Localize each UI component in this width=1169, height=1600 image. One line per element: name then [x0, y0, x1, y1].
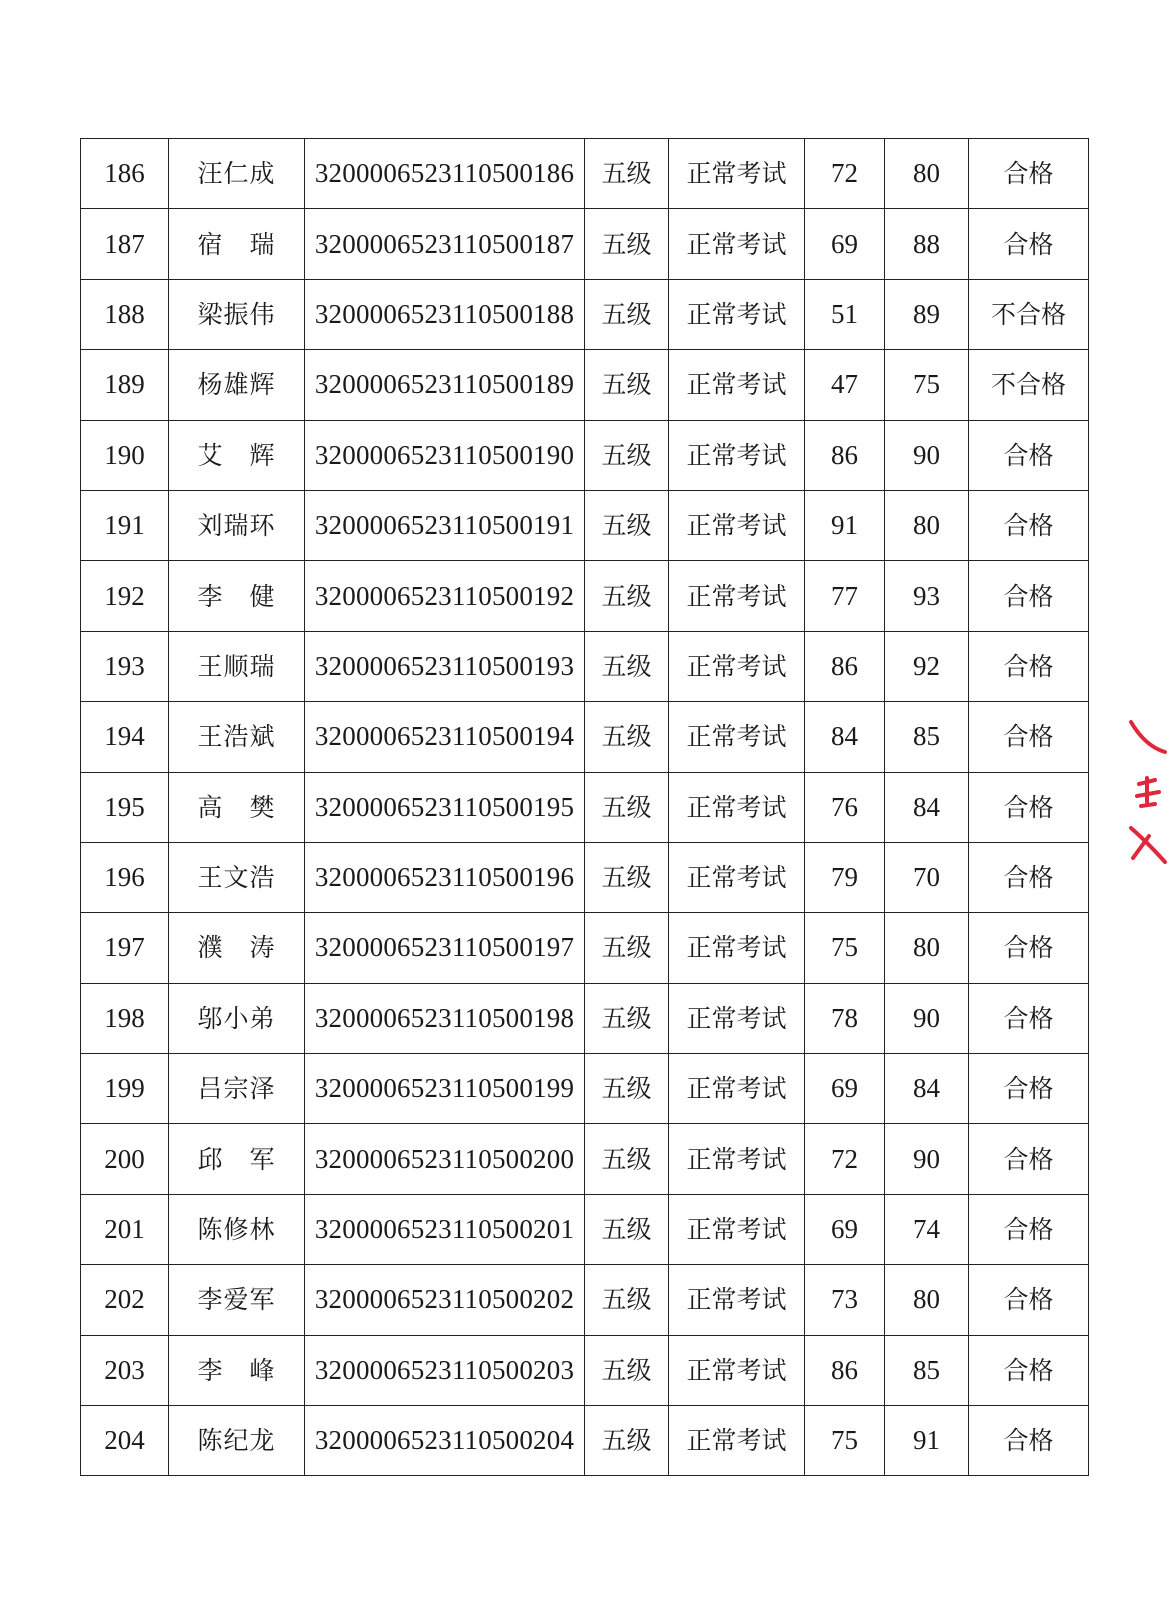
table-row — [81, 1265, 1089, 1335]
name-cell: 艾 辉 — [169, 420, 305, 490]
table-row — [81, 913, 1089, 983]
exam-type-cell: 正常考试 — [669, 1265, 805, 1335]
row-number-cell: 203 — [81, 1335, 169, 1405]
name-cell: 王顺瑞 — [169, 631, 305, 701]
table-row — [81, 1124, 1089, 1194]
exam-type-cell: 正常考试 — [669, 490, 805, 560]
row-number-cell: 189 — [81, 350, 169, 420]
exam-type-cell: 正常考试 — [669, 842, 805, 912]
level-cell: 五级 — [585, 490, 669, 560]
row-number-cell: 204 — [81, 1406, 169, 1476]
theory-score-cell: 78 — [805, 983, 885, 1053]
practical-score-cell: 91 — [885, 1406, 969, 1476]
level-cell: 五级 — [585, 209, 669, 279]
row-number-cell: 188 — [81, 279, 169, 349]
practical-score-cell: 70 — [885, 842, 969, 912]
certificate-id-cell: 3200006523110500188 — [305, 279, 585, 349]
level-cell: 五级 — [585, 1265, 669, 1335]
theory-score-cell: 75 — [805, 1406, 885, 1476]
certificate-id-cell: 3200006523110500192 — [305, 561, 585, 631]
certificate-id-cell: 3200006523110500191 — [305, 490, 585, 560]
result-cell: 合格 — [969, 561, 1089, 631]
level-cell: 五级 — [585, 420, 669, 490]
certificate-id-cell: 3200006523110500190 — [305, 420, 585, 490]
result-cell: 不合格 — [969, 279, 1089, 349]
practical-score-cell: 74 — [885, 1194, 969, 1264]
level-cell: 五级 — [585, 1124, 669, 1194]
practical-score-cell: 88 — [885, 209, 969, 279]
certificate-id-cell: 3200006523110500194 — [305, 702, 585, 772]
exam-type-cell: 正常考试 — [669, 772, 805, 842]
certificate-id-cell: 3200006523110500198 — [305, 983, 585, 1053]
theory-score-cell: 75 — [805, 913, 885, 983]
result-cell: 合格 — [969, 631, 1089, 701]
table-row — [81, 350, 1089, 420]
row-number-cell: 193 — [81, 631, 169, 701]
practical-score-cell: 90 — [885, 1124, 969, 1194]
theory-score-cell: 51 — [805, 279, 885, 349]
result-cell: 合格 — [969, 490, 1089, 560]
exam-type-cell: 正常考试 — [669, 1194, 805, 1264]
row-number-cell: 187 — [81, 209, 169, 279]
certificate-id-cell: 3200006523110500197 — [305, 913, 585, 983]
name-cell: 李 峰 — [169, 1335, 305, 1405]
practical-score-cell: 84 — [885, 1054, 969, 1124]
result-cell: 合格 — [969, 139, 1089, 209]
level-cell: 五级 — [585, 913, 669, 983]
table-row — [81, 702, 1089, 772]
exam-type-cell: 正常考试 — [669, 913, 805, 983]
exam-type-cell: 正常考试 — [669, 1406, 805, 1476]
practical-score-cell: 90 — [885, 983, 969, 1053]
table-row — [81, 1194, 1089, 1264]
exam-type-cell: 正常考试 — [669, 139, 805, 209]
table-row — [81, 1054, 1089, 1124]
level-cell: 五级 — [585, 1335, 669, 1405]
theory-score-cell: 72 — [805, 1124, 885, 1194]
results-table-body — [81, 139, 1089, 1476]
exam-type-cell: 正常考试 — [669, 983, 805, 1053]
certificate-id-cell: 3200006523110500186 — [305, 139, 585, 209]
theory-score-cell: 69 — [805, 1194, 885, 1264]
exam-type-cell: 正常考试 — [669, 1054, 805, 1124]
exam-type-cell: 正常考试 — [669, 702, 805, 772]
certificate-id-cell: 3200006523110500196 — [305, 842, 585, 912]
level-cell: 五级 — [585, 561, 669, 631]
table-row — [81, 561, 1089, 631]
practical-score-cell: 80 — [885, 139, 969, 209]
name-cell: 陈纪龙 — [169, 1406, 305, 1476]
name-cell: 高 樊 — [169, 772, 305, 842]
table-row — [81, 1406, 1089, 1476]
practical-score-cell: 80 — [885, 1265, 969, 1335]
result-cell: 合格 — [969, 1265, 1089, 1335]
row-number-cell: 196 — [81, 842, 169, 912]
exam-type-cell: 正常考试 — [669, 209, 805, 279]
theory-score-cell: 86 — [805, 420, 885, 490]
level-cell: 五级 — [585, 983, 669, 1053]
name-cell: 杨雄辉 — [169, 350, 305, 420]
theory-score-cell: 69 — [805, 1054, 885, 1124]
theory-score-cell: 76 — [805, 772, 885, 842]
certificate-id-cell: 3200006523110500203 — [305, 1335, 585, 1405]
level-cell: 五级 — [585, 279, 669, 349]
practical-score-cell: 80 — [885, 490, 969, 560]
name-cell: 宿 瑞 — [169, 209, 305, 279]
name-cell: 邱 军 — [169, 1124, 305, 1194]
row-number-cell: 199 — [81, 1054, 169, 1124]
theory-score-cell: 72 — [805, 139, 885, 209]
theory-score-cell: 86 — [805, 1335, 885, 1405]
practical-score-cell: 92 — [885, 631, 969, 701]
row-number-cell: 197 — [81, 913, 169, 983]
exam-type-cell: 正常考试 — [669, 1335, 805, 1405]
theory-score-cell: 79 — [805, 842, 885, 912]
row-number-cell: 194 — [81, 702, 169, 772]
table-row — [81, 490, 1089, 560]
certificate-id-cell: 3200006523110500202 — [305, 1265, 585, 1335]
result-cell: 合格 — [969, 1335, 1089, 1405]
result-cell: 合格 — [969, 702, 1089, 772]
level-cell: 五级 — [585, 350, 669, 420]
row-number-cell: 200 — [81, 1124, 169, 1194]
table-row — [81, 631, 1089, 701]
table-row — [81, 139, 1089, 209]
theory-score-cell: 91 — [805, 490, 885, 560]
row-number-cell: 198 — [81, 983, 169, 1053]
result-cell: 合格 — [969, 1194, 1089, 1264]
practical-score-cell: 84 — [885, 772, 969, 842]
name-cell: 刘瑞环 — [169, 490, 305, 560]
practical-score-cell: 75 — [885, 350, 969, 420]
row-number-cell: 191 — [81, 490, 169, 560]
name-cell: 濮 涛 — [169, 913, 305, 983]
result-cell: 合格 — [969, 842, 1089, 912]
exam-type-cell: 正常考试 — [669, 1124, 805, 1194]
row-number-cell: 186 — [81, 139, 169, 209]
certificate-id-cell: 3200006523110500199 — [305, 1054, 585, 1124]
certificate-id-cell: 3200006523110500193 — [305, 631, 585, 701]
theory-score-cell: 73 — [805, 1265, 885, 1335]
result-cell: 合格 — [969, 772, 1089, 842]
level-cell: 五级 — [585, 772, 669, 842]
result-cell: 合格 — [969, 209, 1089, 279]
name-cell: 李爱军 — [169, 1265, 305, 1335]
result-cell: 合格 — [969, 1124, 1089, 1194]
exam-type-cell: 正常考试 — [669, 420, 805, 490]
certificate-id-cell: 3200006523110500195 — [305, 772, 585, 842]
theory-score-cell: 77 — [805, 561, 885, 631]
level-cell: 五级 — [585, 139, 669, 209]
table-row — [81, 772, 1089, 842]
theory-score-cell: 86 — [805, 631, 885, 701]
row-number-cell: 192 — [81, 561, 169, 631]
table-row — [81, 209, 1089, 279]
row-number-cell: 195 — [81, 772, 169, 842]
exam-type-cell: 正常考试 — [669, 631, 805, 701]
certificate-id-cell: 3200006523110500200 — [305, 1124, 585, 1194]
result-cell: 合格 — [969, 983, 1089, 1053]
row-number-cell: 190 — [81, 420, 169, 490]
name-cell: 邬小弟 — [169, 983, 305, 1053]
name-cell: 陈修林 — [169, 1194, 305, 1264]
exam-type-cell: 正常考试 — [669, 561, 805, 631]
name-cell: 梁振伟 — [169, 279, 305, 349]
certificate-id-cell: 3200006523110500204 — [305, 1406, 585, 1476]
exam-type-cell: 正常考试 — [669, 350, 805, 420]
result-cell: 不合格 — [969, 350, 1089, 420]
level-cell: 五级 — [585, 842, 669, 912]
name-cell: 李 健 — [169, 561, 305, 631]
name-cell: 王浩斌 — [169, 702, 305, 772]
red-seal-fragment — [1125, 718, 1169, 868]
level-cell: 五级 — [585, 1054, 669, 1124]
table-row — [81, 420, 1089, 490]
level-cell: 五级 — [585, 702, 669, 772]
exam-type-cell: 正常考试 — [669, 279, 805, 349]
row-number-cell: 202 — [81, 1265, 169, 1335]
table-row — [81, 842, 1089, 912]
table-row — [81, 983, 1089, 1053]
table-row — [81, 279, 1089, 349]
name-cell: 汪仁成 — [169, 139, 305, 209]
practical-score-cell: 90 — [885, 420, 969, 490]
practical-score-cell: 85 — [885, 702, 969, 772]
practical-score-cell: 93 — [885, 561, 969, 631]
result-cell: 合格 — [969, 1406, 1089, 1476]
theory-score-cell: 69 — [805, 209, 885, 279]
name-cell: 吕宗泽 — [169, 1054, 305, 1124]
result-cell: 合格 — [969, 1054, 1089, 1124]
results-table — [80, 138, 1089, 1476]
row-number-cell: 201 — [81, 1194, 169, 1264]
practical-score-cell: 85 — [885, 1335, 969, 1405]
practical-score-cell: 80 — [885, 913, 969, 983]
certificate-id-cell: 3200006523110500189 — [305, 350, 585, 420]
level-cell: 五级 — [585, 1194, 669, 1264]
certificate-id-cell: 3200006523110500201 — [305, 1194, 585, 1264]
result-cell: 合格 — [969, 913, 1089, 983]
result-cell: 合格 — [969, 420, 1089, 490]
level-cell: 五级 — [585, 1406, 669, 1476]
name-cell: 王文浩 — [169, 842, 305, 912]
table-row — [81, 1335, 1089, 1405]
theory-score-cell: 47 — [805, 350, 885, 420]
practical-score-cell: 89 — [885, 279, 969, 349]
level-cell: 五级 — [585, 631, 669, 701]
certificate-id-cell: 3200006523110500187 — [305, 209, 585, 279]
theory-score-cell: 84 — [805, 702, 885, 772]
